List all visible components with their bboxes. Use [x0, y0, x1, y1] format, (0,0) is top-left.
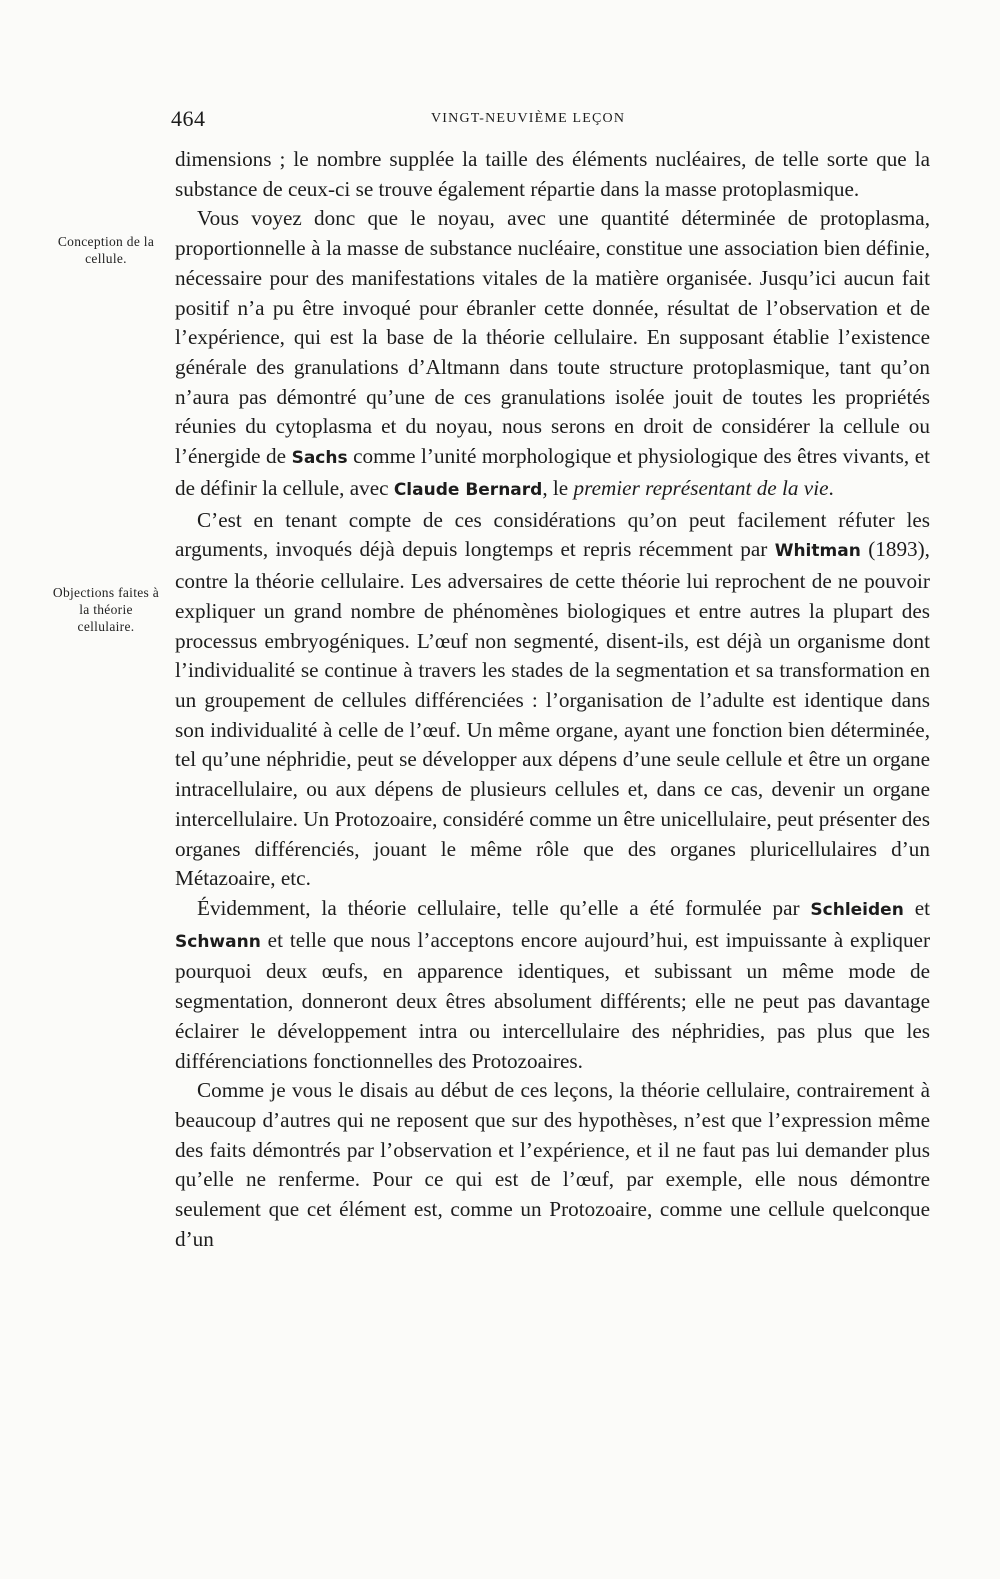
margin-note-objections: Objections faites à la théorie cellulaire. [52, 585, 160, 634]
paragraph-4 [175, 894, 930, 1076]
paragraph-5 [175, 1076, 930, 1254]
running-head: VINGT-NEUVIÈME LEÇON [431, 111, 626, 126]
author-name-whitman: Whitman [774, 541, 861, 562]
paragraph-text: C’est en tenant compte de ces considérations qu’on peut facilement réfuter les arguments, invoqués déjà depuis longtemps et repris récemment par [175, 507, 930, 562]
paragraph-text: Évidemment, la théorie cellulaire, telle qu’elle a été formulée par [197, 895, 811, 920]
margin-note-conception: Conception de la cellule. [57, 234, 155, 266]
paragraph-2 [175, 204, 930, 505]
italic-quote: premier représentant de la vie [573, 475, 829, 500]
paragraph-text: , le [542, 475, 574, 500]
paragraph-text: Comme je vous le disais au début de ces leçons, la théorie cellulaire, contrairement à beaucoup d’autres qui ne reposent que sur des hypothèses, n’est que l’expression même des faits démontrés par l’observation et l’expérience, et il ne faut pas lui demander plus qu’elle ne renferme. Pour ce qui est de l’œuf, par exemple, elle nous démontre seulement que cet élément est, comme un Protozoaire, comme une cellule quelconque d’un [175, 1078, 930, 1251]
paragraph-text: dimensions ; le nombre supplée la taille des éléments nucléaires, de telle sorte que la substance de ceux-ci se trouve également répartie dans la masse protoplasmique. [175, 147, 930, 201]
paragraph-3 [175, 506, 930, 894]
paragraph-text: et [903, 895, 930, 920]
paragraph-text: Vous voyez donc que le noyau, avec une quantité déterminée de protoplasma, proportionnelle à la masse de substance nucléaire, constitue une association bien définie, nécessaire pour des manifestations vitales de la matière organisée. Jusqu’ici aucun fait positif n’a pu être invoqué pour ébranler cette donnée, résultat de l’observation et de l’expérience, qui est la base de la théorie cellulaire. En supposant établie l’existence générale des granulations d’Altmann dans toute structure protoplasmique, tant qu’on n’aura pas démontré qu’une de ces granulations isolée jouit de toutes les propriétés réunies du cytoplasma et du noyau, nous serons en droit de considérer la cellule ou l’énergide de [175, 206, 930, 469]
main-text [175, 145, 930, 1255]
page-header [171, 106, 926, 136]
paragraph-text: . [828, 475, 834, 500]
paragraph-text: et telle que nous l’acceptons encore aujourd’hui, est impuissante à expliquer pourquoi deux œufs, en apparence identiques, et subissant un même mode de segmentation, donneront deux êtres absolument différents; elle ne peut pas davantage éclairer le développement intra ou intercellulaire des néphridies, pas plus que les différenciations fonctionnelles des Protozoaires. [175, 927, 930, 1073]
paragraph-text: comme l’unité morphologique et physiologique des êtres vivants, et de définir la cellule, avec [175, 444, 930, 500]
page-number: 464 [171, 106, 206, 131]
author-name-sachs: Sachs [291, 448, 348, 469]
author-name-schleiden: Schleiden [810, 899, 904, 920]
author-name-schwann: Schwann [175, 931, 261, 952]
author-name-claude-bernard: Claude Bernard [393, 479, 543, 500]
paragraph-1 [175, 145, 930, 204]
paragraph-text: (1893), contre la théorie cellulaire. Les adversaires de cette théorie lui reprochent de ne pouvoir expliquer un grand nombre de phénomènes biologiques et entre autres la plupart des processus embryogéniques. L’œuf non segmenté, disent-ils, est déjà un organisme dont l’individualité se continue à travers les stades de la segmentation et sa transformation en un groupement de cellules différenciées : l’organisation de l’adulte est identique dans son individualité à celle de l’œuf. Un même organe, ayant une fonction bien déterminée, tel qu’une néphridie, peut se développer aux dépens d’une seule cellule et être un organe intracellulaire, ou aux dépens de plusieurs cellules et, dans ce cas, devenir un organe intercellulaire. Un Protozoaire, considéré comme un être unicellulaire, peut présenter des organes différenciés, jouant le même rôle que des organes pluricellulaires d’un Métazoaire, etc. [175, 537, 930, 891]
